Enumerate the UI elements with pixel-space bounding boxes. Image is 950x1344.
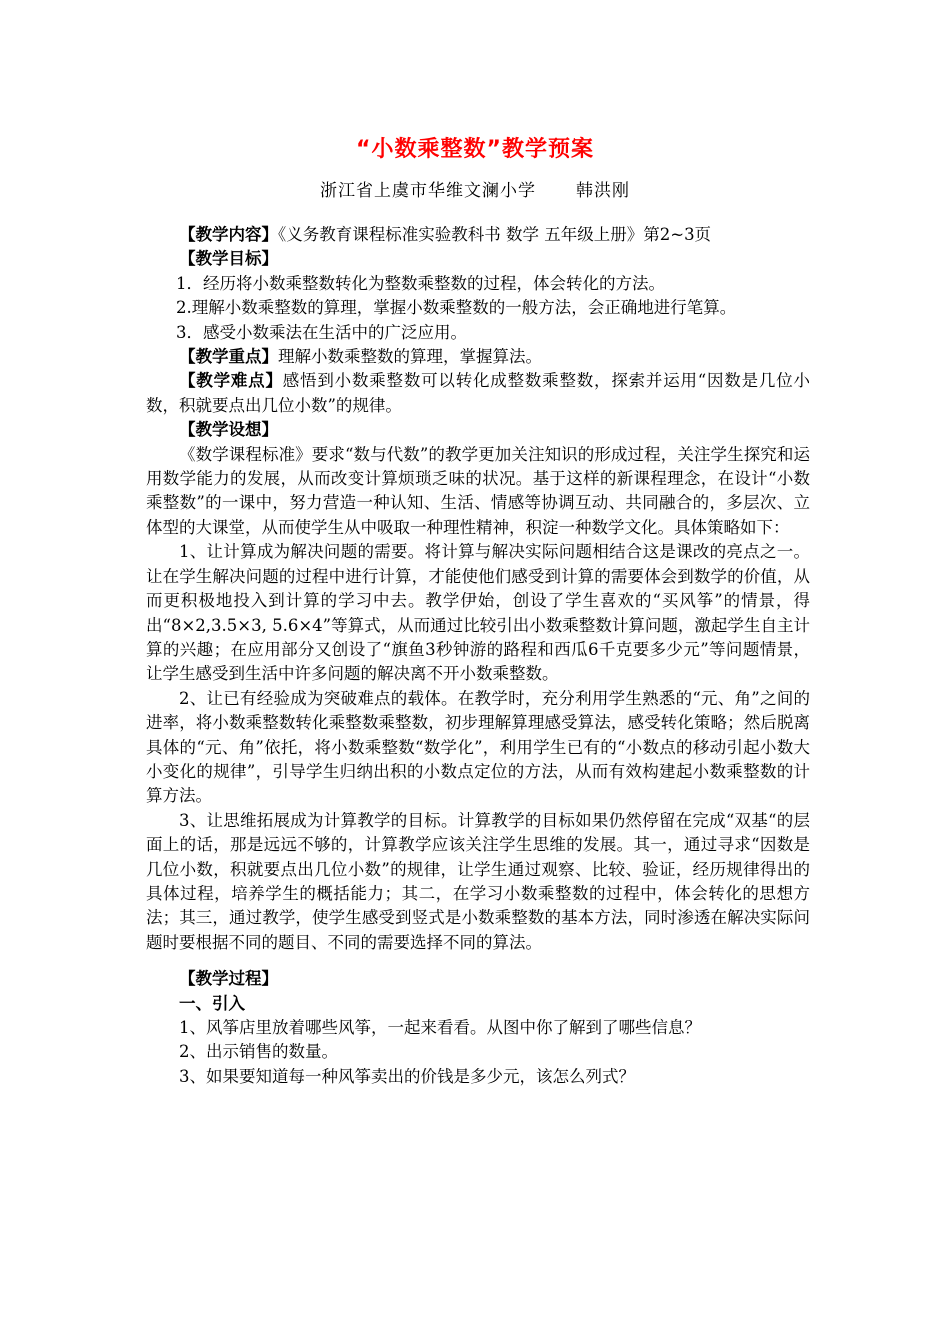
goals-label: 【教学目标】 xyxy=(179,249,278,269)
document-body xyxy=(146,223,810,1089)
goal-item: 1．经历将小数乘整数转化为整数乘整数的过程，体会转化的方法。 xyxy=(176,273,665,293)
content-label: 【教学内容】 xyxy=(179,225,278,244)
section-intro-label: 一、引入 xyxy=(179,993,245,1013)
design-label: 【教学设想】 xyxy=(179,420,278,440)
design-paragraph: 3、让思维拓展成为计算教学的目标。计算教学的目标如果仍然停留在完成“双基“的层面上的话，那是远远不够的，计算教学应该关注学生思维的发展。其一，通过寻求“因数是几位小数，积就要点出几位小数”的规律，让学生通过观察、比较、验证，经历规律得出的具体过程，培养学生的概括能力；其二，在学习小数乘整数的过程中，体会转化的思想方法；其三，通过教学，使学生感受到竖式是小数乘整数的基本方法，同时渗透在解决实际问题时要根据不同的题目、不同的需要选择不同的算法。 xyxy=(146,810,810,952)
goal-item: 2.理解小数乘整数的算理，掌握小数乘整数的一般方法，会正确地进行笔算。 xyxy=(176,298,737,318)
design-heading xyxy=(146,418,810,442)
process-item: 3、如果要知道每一种风筝卖出的价钱是多少元，该怎么列式？ xyxy=(179,1066,635,1086)
process-heading xyxy=(146,967,810,991)
design-paragraph: 《数学课程标准》要求“数与代数”的教学更加关注知识的形成过程，关注学生探究和运用数学能力的发展，从而改变计算烦琐乏味的状况。基于这样的新课程理念，在设计“小数乘整数”的一课中，努力营造一种认知、生活、情感等协调互动、共同融合的，多层次、立体型的大课堂，从而使学生从中吸取一种理性精神，积淀一种数学文化。具体策略如下： xyxy=(146,444,810,537)
author-name: 韩洪刚 xyxy=(576,181,630,201)
process-item: 1、风筝店里放着哪些风筝，一起来看看。从图中你了解到了哪些信息？ xyxy=(179,1018,701,1037)
school-name: 浙江省上虞市华维文澜小学 xyxy=(320,181,536,201)
difficulty-text: 感悟到小数乘整数可以转化成整数乘整数，探索并运用“因数是几位小数，积就要点出几位小数”的规律。 xyxy=(146,371,811,415)
process-item: 2、出示销售的数量。 xyxy=(179,1042,338,1062)
design-paragraph: 2、让已有经验成为突破难点的载体。在教学时，充分利用学生熟悉的“元、角”之间的进率，将小数乘整数转化乘整数乘整数，初步理解算理感受算法，感受转化策略；然后脱离具体的“元、角”依托，将小数乘整数“数学化”，利用学生已有的“小数点的移动引起小数大小变化的规律”，引导学生归纳出积的小数点定位的方法，从而有效构建起小数乘整数的计算方法。 xyxy=(146,688,810,806)
author-line xyxy=(0,176,950,201)
content-text: 《义务教育课程标准实验教科书 数学 五年级上册》第2~3页 xyxy=(278,225,712,244)
goals-heading xyxy=(146,247,810,271)
process-label: 【教学过程】 xyxy=(179,969,278,989)
difficulty-paragraph xyxy=(146,369,810,418)
key-text: 理解小数乘整数的算理，掌握算法。 xyxy=(278,347,542,367)
key-paragraph xyxy=(146,345,810,369)
design-paragraph: 1、让计算成为解决问题的需要。将计算与解决实际问题相结合这是课改的亮点之一。让在学生解决问题的过程中进行计算，才能使他们感受到计算的需要体会到数学的价值，从而更积极地投入到计算的学习中去。教学伊始，创设了学生喜欢的“买风筝”的情景，得出“8×2,3.5×3, 5.6×4”等算式，从而通过比较引出小数乘整数计算问题，激起学生自主计算的兴趣；在应用部分又创设了“旗鱼3秒钟游的路程和西瓜6千克要多少元”等问题情景，让学生感受到生活中许多问题的解决离不开小数乘整数。 xyxy=(146,542,810,684)
key-label: 【教学重点】 xyxy=(179,347,278,367)
goal-item: 3．感受小数乘法在生活中的广泛应用。 xyxy=(176,322,467,342)
content-paragraph xyxy=(146,223,810,247)
spacer xyxy=(146,955,810,967)
document-title: “小数乘整数”教学预案 xyxy=(356,137,594,162)
difficulty-label: 【教学难点】 xyxy=(179,371,283,391)
section-heading xyxy=(146,992,810,1016)
